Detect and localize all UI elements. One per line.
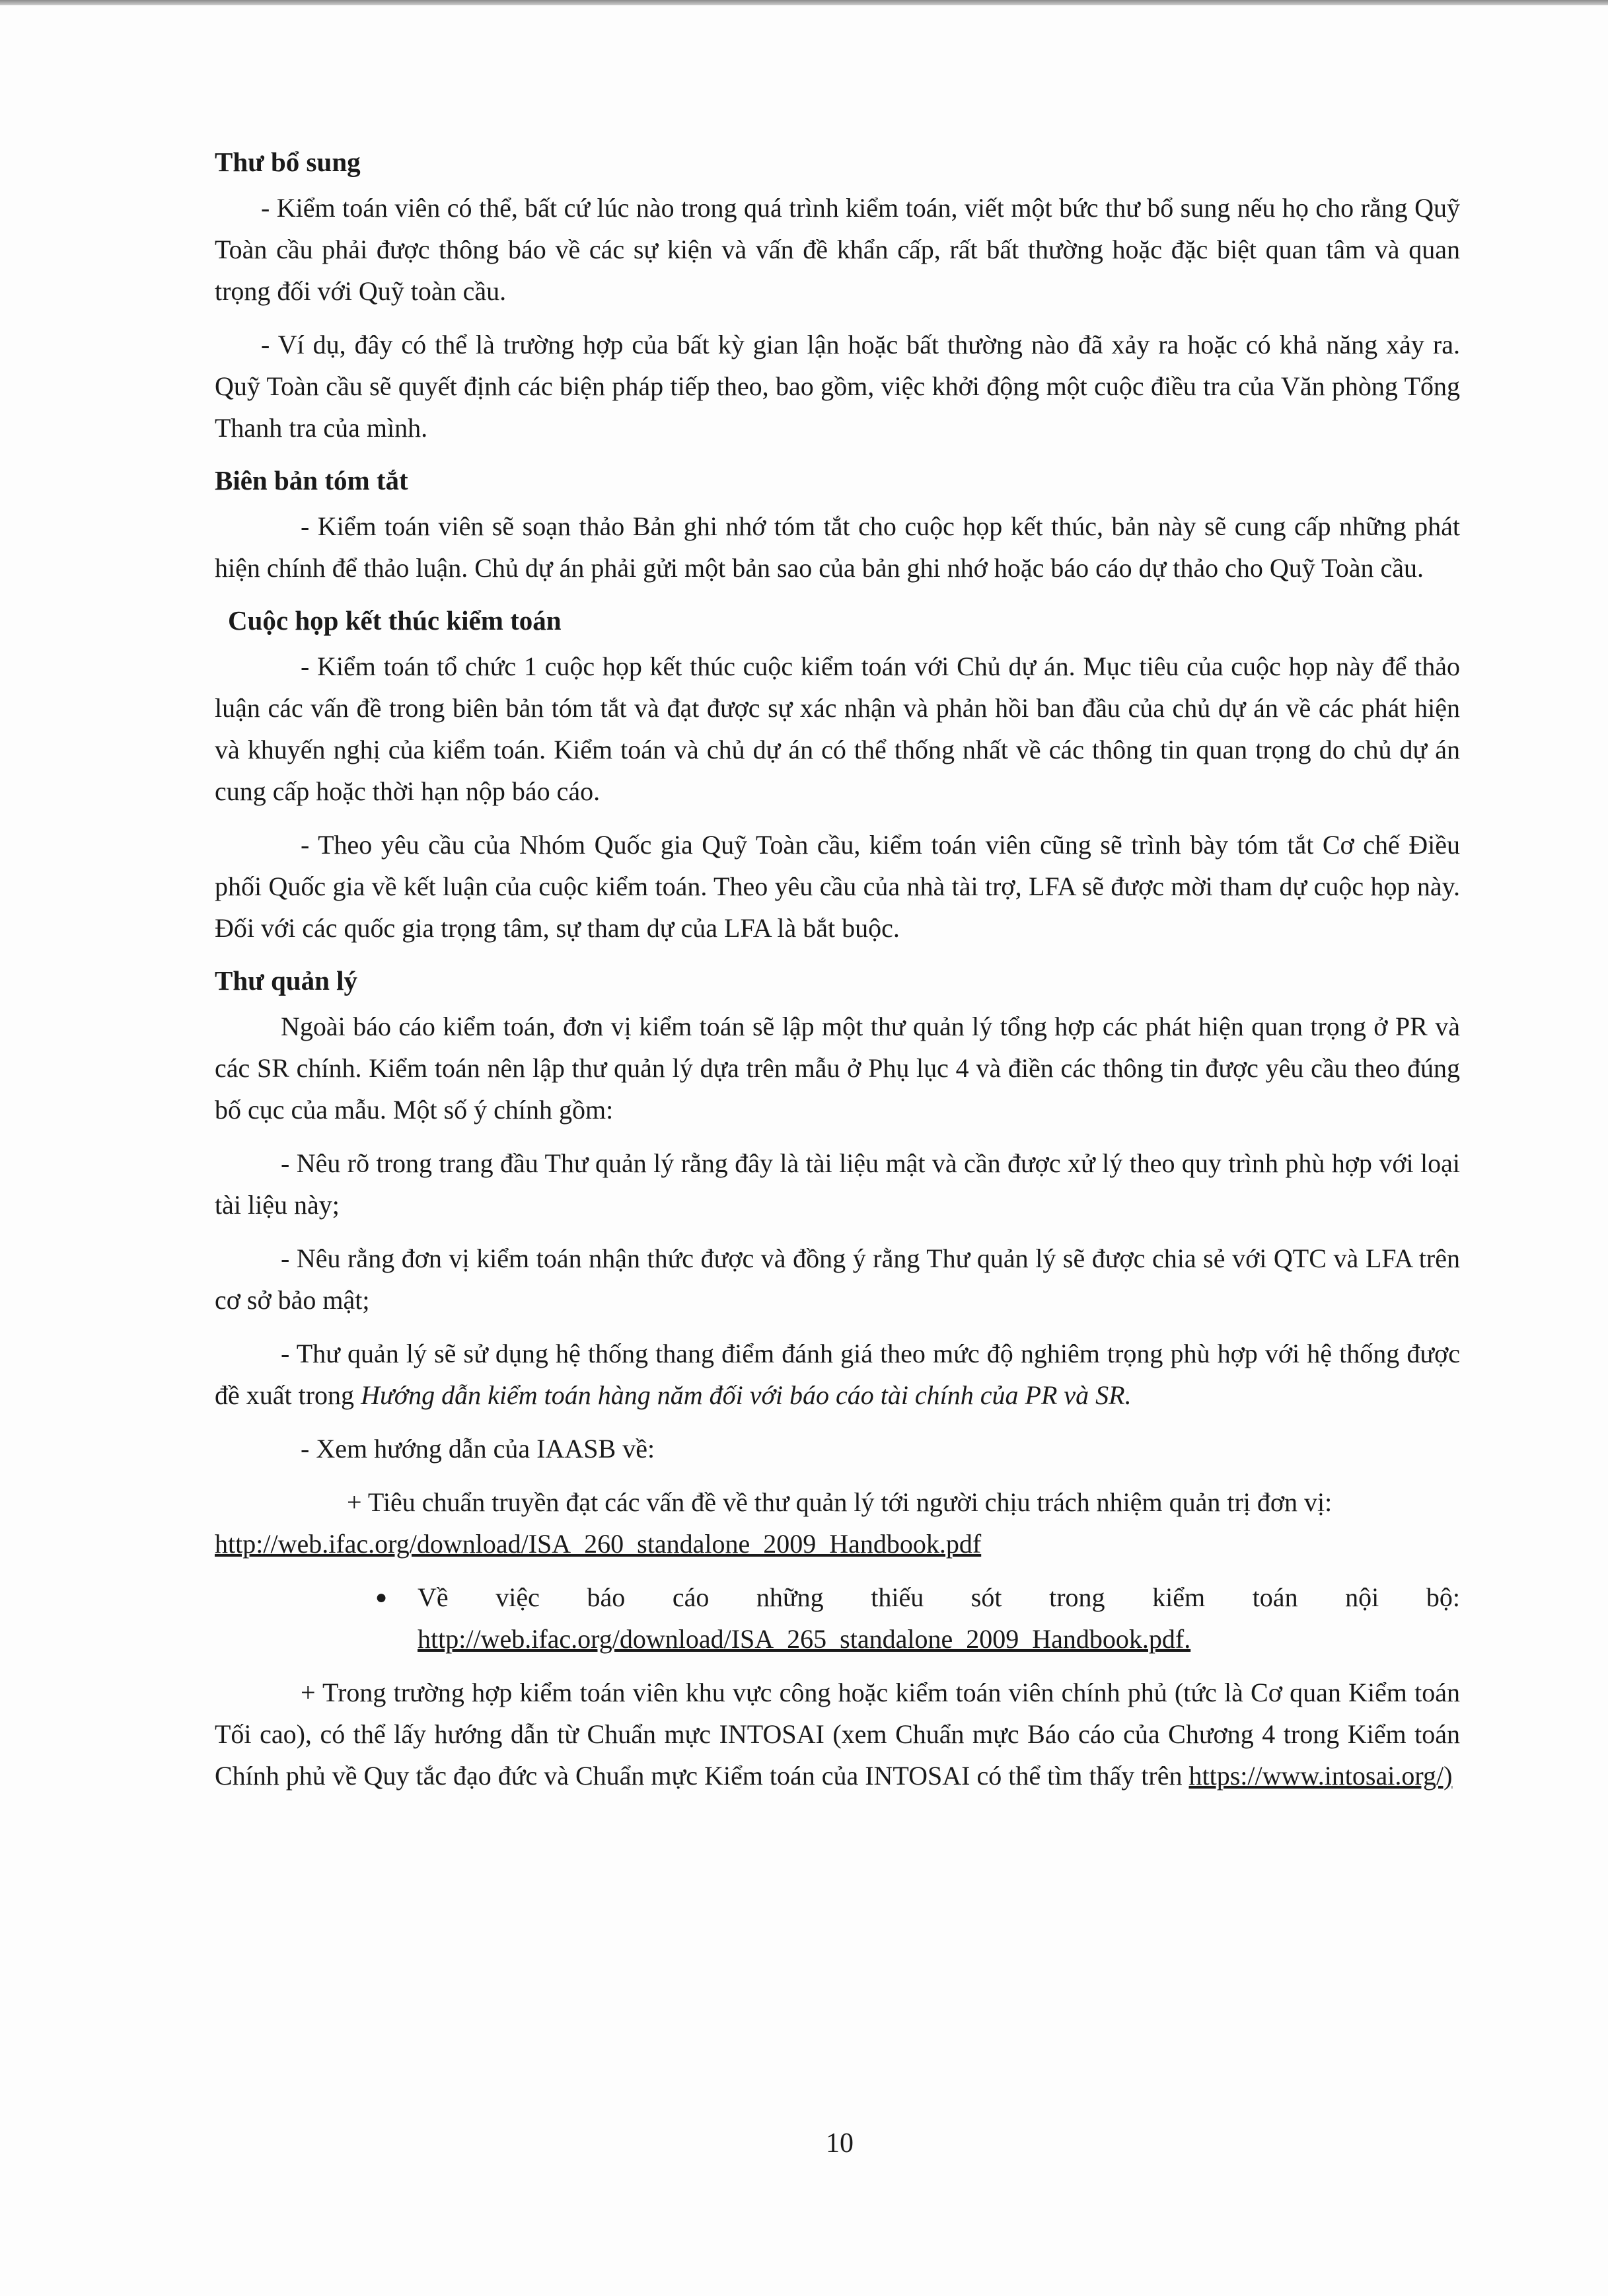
paragraph: - Kiểm toán viên sẽ soạn thảo Bản ghi nhớ tóm tắt cho cuộc họp kết thúc, bản này sẽ cung cấp những phát hiện chính để thảo luận. Chủ dự án phải gửi một bản sao của bản ghi nhớ hoặc báo cáo dự thảo cho Quỹ Toàn cầu. <box>215 511 1460 583</box>
guide-title: Hướng dẫn kiểm toán hàng năm đối với báo cáo tài chính của PR và SR. <box>361 1380 1132 1410</box>
paragraph: - Nêu rằng đơn vị kiểm toán nhận thức được và đồng ý rằng Thư quản lý sẽ được chia sẻ với QTC và LFA trên cơ sở bảo mật; <box>215 1243 1460 1315</box>
isa-260-link[interactable]: http://web.ifac.org/download/ISA_260_standalone_2009_Handbook.pdf <box>215 1529 982 1559</box>
paragraph: - Theo yêu cầu của Nhóm Quốc gia Quỹ Toàn cầu, kiểm toán viên cũng sẽ trình bày tóm tắt Cơ chế Điều phối Quốc gia về kết luận của cuộc kiểm toán. Theo yêu cầu của nhà tài trợ, LFA sẽ được mời tham dự cuộc họp này. Đối với các quốc gia trọng tâm, sự tham dự của LFA là bắt buộc. <box>215 830 1460 943</box>
paragraph: - Nêu rõ trong trang đầu Thư quản lý rằng đây là tài liệu mật và cần được xử lý theo quy trình phù hợp với loại tài liệu này; <box>215 1148 1460 1220</box>
heading-thu-quan-ly: Thư quản lý <box>215 965 358 996</box>
paragraph: - Xem hướng dẫn của IAASB về: <box>301 1434 655 1463</box>
paragraph <box>215 1333 1460 1416</box>
link-paragraph <box>215 1523 1460 1565</box>
heading-bien-ban-tom-tat: Biên bản tóm tắt <box>215 465 408 496</box>
paragraph: Ngoài báo cáo kiểm toán, đơn vị kiểm toán sẽ lập một thư quản lý tổng hợp các phát hiện quan trọng ở PR và các SR chính. Kiểm toán nên lập thư quản lý dựa trên mẫu ở Phụ lục 4 và điền các thông tin được yêu cầu theo đúng bố cục của mẫu. Một số ý chính gồm: <box>215 1012 1460 1125</box>
heading-thu-bo-sung: Thư bổ sung <box>215 147 361 177</box>
paragraph <box>215 1672 1460 1796</box>
intosai-link[interactable]: https://www.intosai.org/) <box>1188 1761 1453 1791</box>
paragraph: - Kiểm toán viên có thể, bất cứ lúc nào trong quá trình kiểm toán, viết một bức thư bổ sung nếu họ cho rằng Quỹ Toàn cầu phải được thông báo về các sự kiện và vấn đề khẩn cấp, rất bất thường hoặc đặc biệt quan tâm và quan trọng đối với Quỹ toàn cầu. <box>215 193 1460 306</box>
paragraph: - Kiểm toán tổ chức 1 cuộc họp kết thúc cuộc kiểm toán với Chủ dự án. Mục tiêu của cuộc họp này để thảo luận các vấn đề trong biên bản tóm tắt và đạt được sự xác nhận và phản hồi ban đầu của chủ dự án về các phát hiện và khuyến nghị của kiểm toán. Kiểm toán và chủ dự án có thể thống nhất về các thông tin quan trọng do chủ dự án cung cấp hoặc thời hạn nộp báo cáo. <box>215 651 1460 806</box>
scan-top-edge <box>0 0 1608 5</box>
paragraph-text: + Trong trường hợp kiểm toán viên khu vực công hoặc kiểm toán viên chính phủ (tức là Cơ quan Kiểm toán Tối cao), có thể lấy hướng dẫn từ Chuẩn mực INTOSAI (xem Chuẩn mực Báo cáo của Chương 4 trong Kiểm toán Chính phủ về Quy tắc đạo đức và Chuẩn mực Kiểm toán của INTOSAI có thể tìm thấy trên <box>215 1678 1460 1791</box>
paragraph: + Tiêu chuẩn truyền đạt các vấn đề về thư quản lý tới người chịu trách nhiệm quản trị đơn vị: <box>347 1487 1333 1517</box>
isa-265-link[interactable]: http://web.ifac.org/download/ISA_265_standalone_2009_Handbook.pdf. <box>418 1624 1191 1654</box>
bullet-text: Về việc báo cáo những thiếu sót trong kiểm toán nội bộ: <box>418 1582 1460 1612</box>
link-paragraph <box>418 1618 1460 1660</box>
paragraph-text: - Thư quản lý sẽ sử dụng hệ thống thang điểm đánh giá theo mức độ nghiêm trọng phù hợp với hệ thống được đề xuất trong <box>215 1339 1460 1410</box>
document-page <box>215 142 1460 1808</box>
bullet-icon: ● <box>375 1586 388 1608</box>
heading-cuoc-hop-ket-thuc: Cuộc họp kết thúc kiểm toán <box>228 605 562 636</box>
bullet-item <box>215 1576 1460 1660</box>
paragraph: - Ví dụ, đây có thể là trường hợp của bất kỳ gian lận hoặc bất thường nào đã xảy ra hoặc có khả năng xảy ra. Quỹ Toàn cầu sẽ quyết định các biện pháp tiếp theo, bao gồm, việc khởi động một cuộc điều tra của Văn phòng Tổng Thanh tra của mình. <box>215 330 1460 443</box>
page-number: 10 <box>826 2128 854 2159</box>
